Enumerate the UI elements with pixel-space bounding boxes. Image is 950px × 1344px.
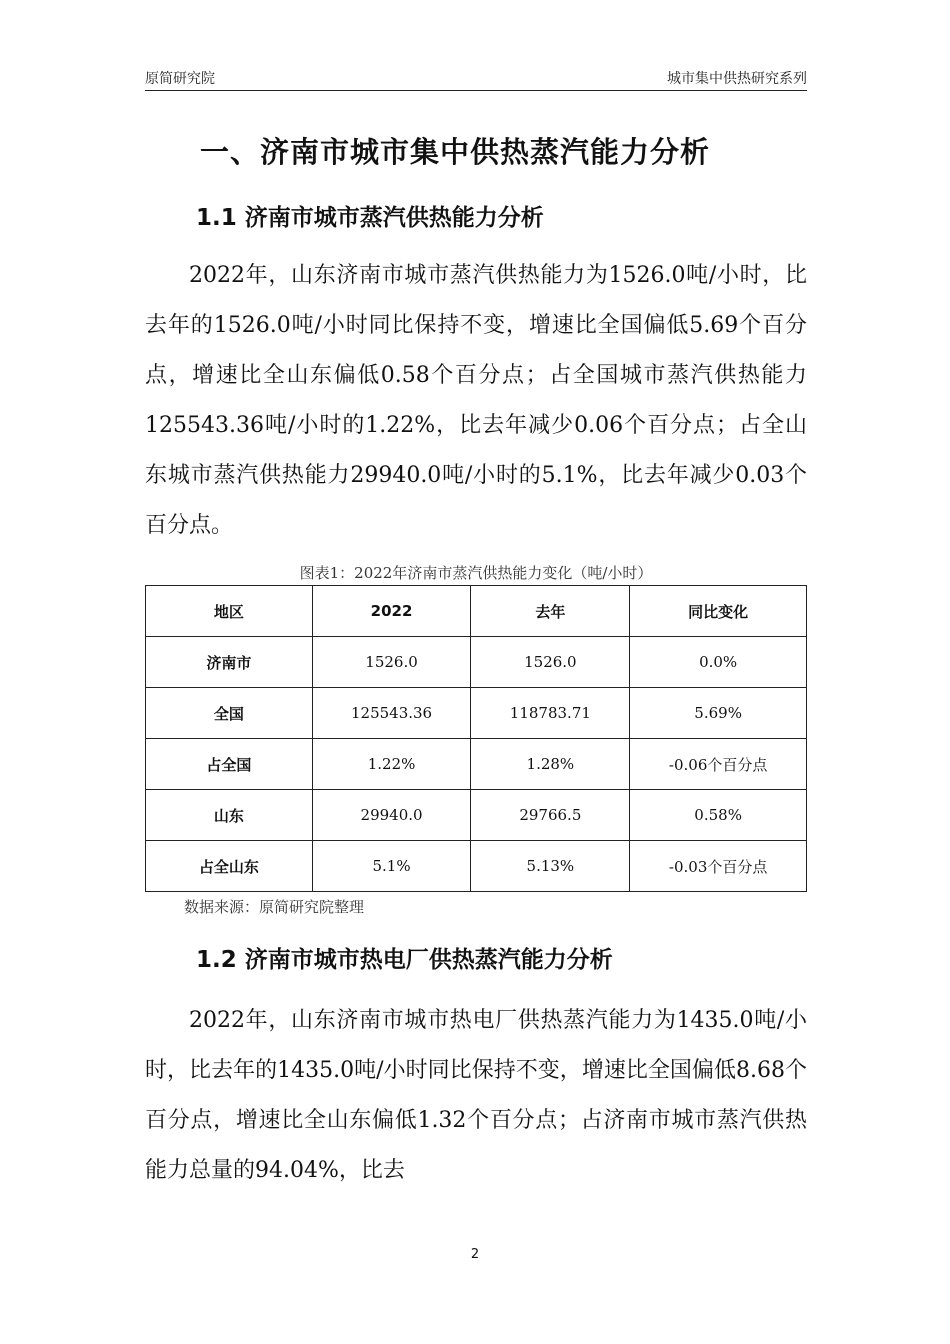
page-header [145, 66, 807, 91]
cell-region: 山东 [146, 790, 313, 841]
table-row [146, 739, 807, 790]
section-heading-1-2: 1.2 济南市城市热电厂供热蒸汽能力分析 [196, 947, 613, 973]
header-cell-last-year: 去年 [471, 586, 630, 637]
cell-change: 5.69% [630, 688, 807, 739]
cell-change: -0.06个百分点 [630, 739, 807, 790]
section-heading-1-1: 1.1 济南市城市蒸汽供热能力分析 [196, 205, 544, 231]
chapter-title: 一、济南市城市集中供热蒸汽能力分析 [200, 135, 711, 169]
data-source-note: 数据来源：原简研究院整理 [184, 898, 365, 916]
cell-region: 占全山东 [146, 841, 313, 892]
cell-last-year: 1.28% [471, 739, 630, 790]
cell-2022: 29940.0 [312, 790, 471, 841]
cell-region: 占全国 [146, 739, 313, 790]
cell-region: 全国 [146, 688, 313, 739]
cell-2022: 1.22% [312, 739, 471, 790]
cell-region: 济南市 [146, 637, 313, 688]
cell-last-year: 1526.0 [471, 637, 630, 688]
header-cell-2022: 2022 [312, 586, 471, 637]
header-cell-region: 地区 [146, 586, 313, 637]
cell-2022: 5.1% [312, 841, 471, 892]
table-caption: 图表1：2022年济南市蒸汽供热能力变化（吨/小时） [299, 564, 653, 582]
cell-change: 0.0% [630, 637, 807, 688]
steam-capacity-table [145, 585, 807, 892]
table-row [146, 637, 807, 688]
page-number: 2 [470, 1247, 480, 1262]
header-series: 城市集中供热研究系列 [667, 71, 807, 87]
header-org: 原简研究院 [145, 71, 215, 87]
section-1-1-paragraph: 2022年，山东济南市城市蒸汽供热能力为1526.0吨/小时，比去年的1526.0吨/小时同比保持不变，增速比全国偏低5.69个百分点，增速比全山东偏低0.58个百分点；占全国城市蒸汽供热能力125543.36吨/小时的1.22%，比去年减少0.06个百分点；占全山东城市蒸汽供热能力29940.0吨/小时的5.1%，比去年减少0.03个百分点。 [145, 263, 807, 538]
cell-last-year: 29766.5 [471, 790, 630, 841]
header-cell-change: 同比变化 [630, 586, 807, 637]
table-header-row [146, 586, 807, 637]
cell-change: 0.58% [630, 790, 807, 841]
table-row [146, 790, 807, 841]
cell-2022: 125543.36 [312, 688, 471, 739]
table-row [146, 841, 807, 892]
cell-last-year: 118783.71 [471, 688, 630, 739]
section-1-2-paragraph: 2022年，山东济南市城市热电厂供热蒸汽能力为1435.0吨/小时，比去年的1435.0吨/小时同比保持不变，增速比全国偏低8.68个百分点，增速比全山东偏低1.32个百分点；占济南市城市蒸汽供热能力总量的94.04%，比去 [145, 1008, 807, 1183]
cell-last-year: 5.13% [471, 841, 630, 892]
cell-2022: 1526.0 [312, 637, 471, 688]
table-row [146, 688, 807, 739]
cell-change: -0.03个百分点 [630, 841, 807, 892]
